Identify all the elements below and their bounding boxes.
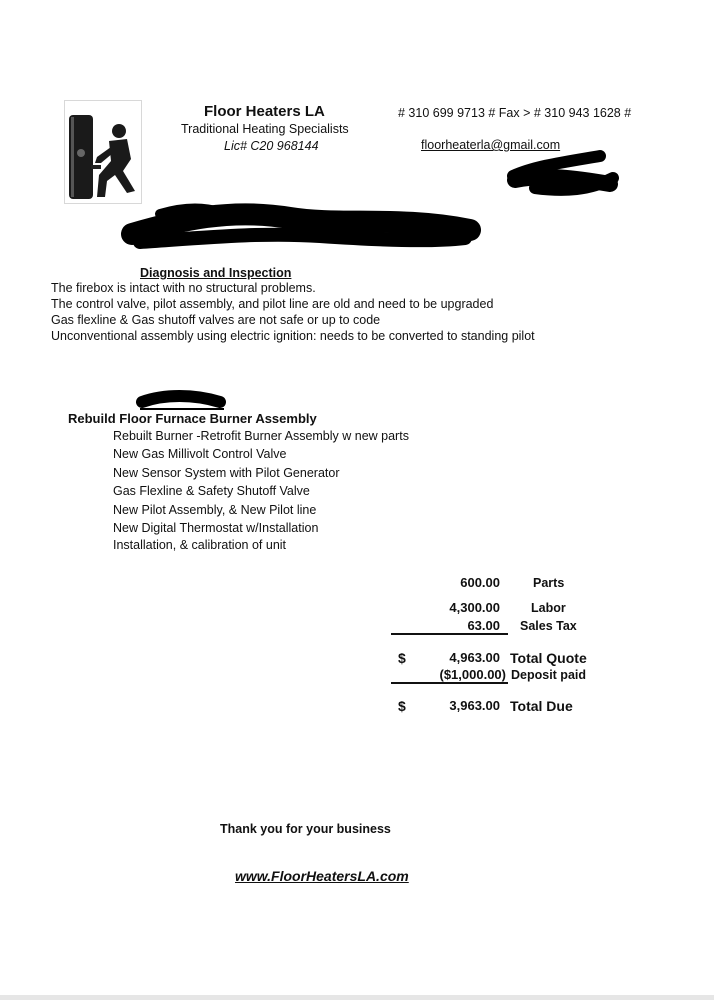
subtotal-divider xyxy=(391,633,508,635)
phone-fax: # 310 699 9713 # Fax > # 310 943 1628 # xyxy=(398,106,632,120)
page-bottom-edge xyxy=(0,995,714,1000)
deposit-amount: ($1,000.00) xyxy=(439,667,506,682)
due-amount: 3,963.00 xyxy=(449,698,500,713)
diagnosis-line: The firebox is intact with no structural problems. xyxy=(51,281,316,295)
service-item: Rebuilt Burner -Retrofit Burner Assembly w new parts xyxy=(113,429,409,443)
quote-amount: 4,963.00 xyxy=(449,650,500,665)
parts-amount: 600.00 xyxy=(460,575,500,590)
service-item: Installation, & calibration of unit xyxy=(113,538,287,552)
quote-currency: $ xyxy=(398,650,406,666)
email-link[interactable]: floorheaterla@gmail.com xyxy=(421,138,561,152)
due-label: Total Due xyxy=(510,698,573,714)
service-item: Gas Flexline & Safety Shutoff Valve xyxy=(113,484,310,498)
quote-label: Total Quote xyxy=(510,650,587,666)
service-item: New Pilot Assembly, & New Pilot line xyxy=(113,503,317,517)
redaction-mark-address xyxy=(120,198,485,256)
diagnosis-line: Unconventional assembly using electric ignition: needs to be converted to standing pilot xyxy=(51,329,535,343)
service-item: New Digital Thermostat w/Installation xyxy=(113,521,319,535)
redaction-mark-top-right xyxy=(505,148,620,203)
deposit-label: Deposit paid xyxy=(511,668,587,682)
website-link[interactable]: www.FloorHeatersLA.com xyxy=(235,868,409,884)
service-item: New Gas Millivolt Control Valve xyxy=(113,447,287,461)
due-currency: $ xyxy=(398,698,406,714)
service-item: New Sensor System with Pilot Generator xyxy=(113,466,340,480)
tax-label: Sales Tax xyxy=(520,619,577,633)
service-title: Rebuild Floor Furnace Burner Assembly xyxy=(68,411,317,426)
furnace-technician-logo-icon xyxy=(65,101,141,203)
tax-amount: 63.00 xyxy=(467,618,500,633)
company-tagline: Traditional Heating Specialists xyxy=(181,122,349,136)
company-name: Floor Heaters LA xyxy=(204,103,325,120)
thank-you-note: Thank you for your business xyxy=(220,822,391,836)
company-logo xyxy=(64,100,142,204)
parts-label: Parts xyxy=(533,576,565,590)
labor-label: Labor xyxy=(531,601,566,615)
license-number: Lic# C20 968144 xyxy=(224,139,319,153)
diagnosis-line: The control valve, pilot assembly, and pilot line are old and need to be upgraded xyxy=(51,297,494,311)
diagnosis-title: Diagnosis and Inspection xyxy=(140,266,292,280)
diagnosis-line: Gas flexline & Gas shutoff valves are not safe or up to code xyxy=(51,313,381,327)
deposit-divider xyxy=(391,682,508,684)
labor-amount: 4,300.00 xyxy=(449,600,500,615)
